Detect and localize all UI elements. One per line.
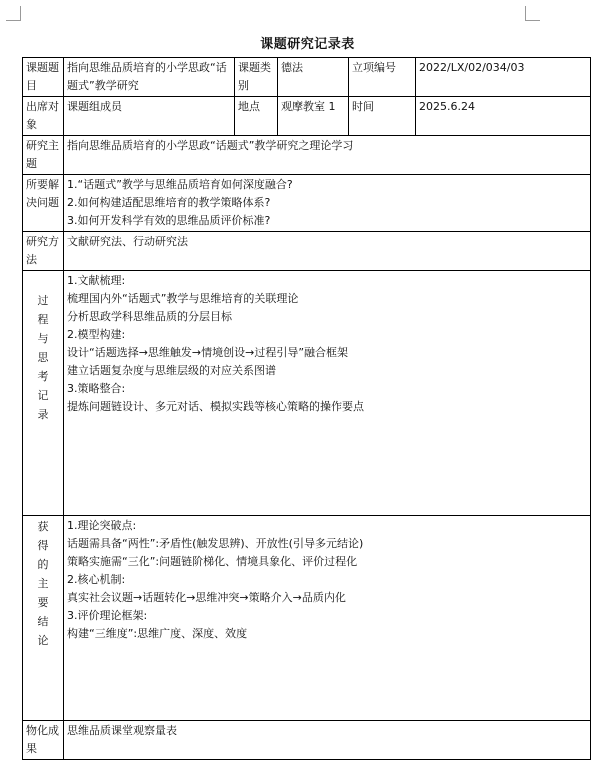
process-line: 分析思政学科思维品质的分层目标 <box>67 310 232 323</box>
conclusion-line: 策略实施需“三化”:问题链阶梯化、情境具象化、评价过程化 <box>67 555 358 568</box>
label-category: 课题类别 <box>235 58 278 97</box>
question-item: 2.如何构建适配思维培育的教学策略体系? <box>67 196 271 209</box>
label-conclusions-text: 获 得 的 主 要 结 论 <box>37 520 49 647</box>
methods-value: 文献研究法、行动研究法 <box>64 232 591 271</box>
process-line: 梳理国内外“话题式”教学与思维培育的关联理论 <box>67 292 299 305</box>
conclusion-line: 话题需具备“两性”:矛盾性(触发思辨)、开放性(引导多元结论) <box>67 537 364 550</box>
label-location: 地点 <box>235 97 278 136</box>
label-project-no: 立项编号 <box>349 58 416 97</box>
conclusion-line: 构建“三维度”:思维广度、深度、效度 <box>67 627 248 640</box>
research-theme-value: 指向思维品质培育的小学思政“话题式”教学研究之理论学习 <box>64 136 591 175</box>
location-value: 观摩教室 1 <box>278 97 349 136</box>
process-notes <box>64 271 591 516</box>
label-outcome: 物化成果 <box>23 721 64 760</box>
process-line: 1.文献梳理: <box>67 274 126 287</box>
label-methods: 研究方法 <box>23 232 64 271</box>
outcome-value: 思维品质课堂观察量表 <box>64 721 591 760</box>
crop-mark-left <box>6 6 21 21</box>
questions-list <box>64 175 591 232</box>
process-line: 建立话题复杂度与思维层级的对应关系图谱 <box>67 364 276 377</box>
label-research-theme: 研究主题 <box>23 136 64 175</box>
process-line: 设计“话题选择→思维触发→情境创设→过程引导”融合框架 <box>67 346 349 359</box>
conclusion-line: 2.核心机制: <box>67 573 126 586</box>
row-outcome <box>23 721 591 760</box>
category-value: 德法 <box>278 58 349 97</box>
label-questions: 所要解决问题 <box>23 175 64 232</box>
label-topic: 课题题目 <box>23 58 64 97</box>
attendees-value: 课题组成员 <box>64 97 235 136</box>
label-time: 时间 <box>349 97 416 136</box>
conclusion-line: 真实社会议题→话题转化→思维冲突→策略介入→品质内化 <box>67 591 346 604</box>
row-conclusions <box>23 516 591 721</box>
time-value: 2025.6.24 <box>416 97 591 136</box>
project-no-value: 2022/LX/02/034/03 <box>416 58 591 97</box>
question-item: 1.“话题式”教学与思维品质培育如何深度融合? <box>67 178 293 191</box>
row-attendees <box>23 97 591 136</box>
crop-mark-right <box>525 6 540 21</box>
topic-value: 指向思维品质培育的小学思政“话题式”教学研究 <box>64 58 235 97</box>
research-record-table <box>22 57 591 760</box>
question-item: 3.如何开发科学有效的思维品质评价标准? <box>67 214 271 227</box>
conclusion-line: 1.理论突破点: <box>67 519 137 532</box>
label-attendees: 出席对象 <box>23 97 64 136</box>
row-methods <box>23 232 591 271</box>
label-process <box>23 271 64 516</box>
document-title: 课题研究记录表 <box>260 37 355 52</box>
row-research-theme <box>23 136 591 175</box>
process-line: 3.策略整合: <box>67 382 126 395</box>
label-process-text: 过 程 与 思 考 记 录 <box>37 294 49 421</box>
label-conclusions <box>23 516 64 721</box>
row-process <box>23 271 591 516</box>
process-line: 提炼问题链设计、多元对话、模拟实践等核心策略的操作要点 <box>67 400 364 413</box>
row-topic <box>23 58 591 97</box>
process-line: 2.模型构建: <box>67 328 126 341</box>
conclusion-line: 3.评价理论框架: <box>67 609 148 622</box>
row-questions <box>23 175 591 232</box>
conclusions-notes <box>64 516 591 721</box>
